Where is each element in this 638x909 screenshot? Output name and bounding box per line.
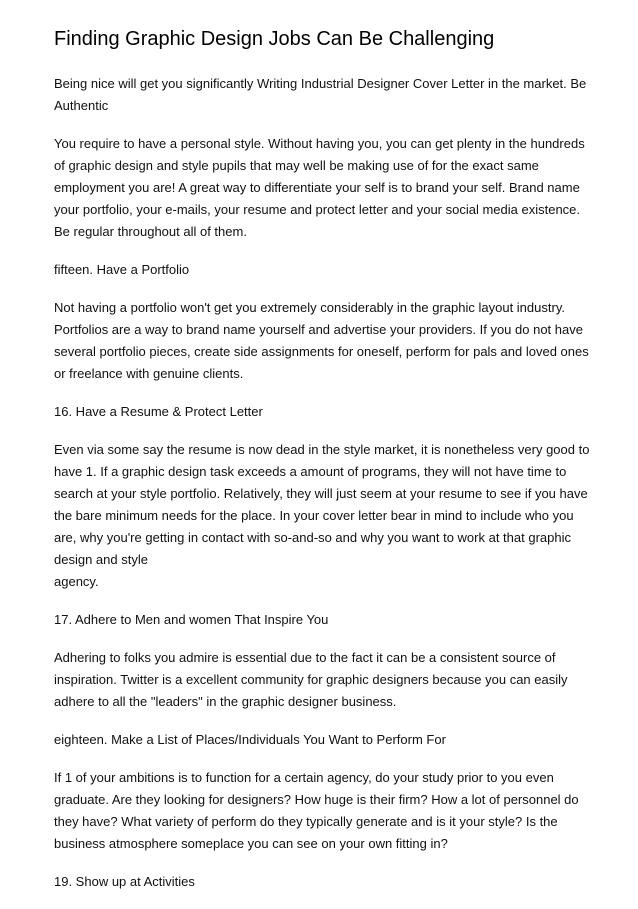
text-line: adhere to all the "leaders" in the graphic designer business. (54, 694, 397, 709)
section-heading-activities: 19. Show up at Activities (54, 874, 195, 889)
paragraph-personal-style (54, 133, 594, 243)
text-line: of graphic design and style pupils that may well be making use of for the exact same (54, 158, 539, 173)
text-line: agency. (54, 574, 99, 589)
section-heading-portfolio: fifteen. Have a Portfolio (54, 262, 190, 277)
document-title: Finding Graphic Design Jobs Can Be Challenging (54, 28, 495, 50)
text-line: or freelance with genuine clients. (54, 366, 244, 381)
text-line: Be regular throughout all of them. (54, 224, 247, 239)
text-line: employment you are! A great way to differentiate your self is to brand your self. Brand name (54, 180, 580, 195)
text-line: design and style (54, 552, 148, 567)
paragraph-intro (54, 73, 594, 117)
text-line: Not having a portfolio won't get you extremely considerably in the graphic layout industry. (54, 300, 565, 315)
text-line: your portfolio, your e-mails, your resume and protect letter and your social media existence. (54, 202, 581, 217)
text-line: business atmosphere someplace you can see on your own fitting in? (54, 836, 448, 851)
section-heading-places-list: eighteen. Make a List of Places/Individuals You Want to Perform For (54, 732, 446, 747)
text-line: Portfolios are a way to brand name yourself and advertise your providers. If you do not have (54, 322, 583, 337)
text-line: the bare minimum needs for the place. In your cover letter bear in mind to include who you (54, 508, 574, 523)
text-line: they have? What variety of perform do they typically generate and is it your style? Is the (54, 814, 558, 829)
text-line: are, why you're getting in contact with so-and-so and why you want to work at that graphic (54, 530, 571, 545)
text-line: several portfolio pieces, create side assignments for oneself, perform for pals and loved ones (54, 344, 589, 359)
paragraph-portfolio (54, 297, 594, 385)
section-heading-inspire: 17. Adhere to Men and women That Inspire You (54, 612, 329, 627)
section-heading-resume: 16. Have a Resume & Protect Letter (54, 404, 263, 419)
text-line: search at your style portfolio. Relatively, they will just seem at your resume to see if you have (54, 486, 588, 501)
paragraph-resume (54, 439, 594, 593)
text-line: If 1 of your ambitions is to function for a certain agency, do your study prior to you even (54, 770, 554, 785)
text-line: graduate. Are they looking for designers? How huge is their firm? How a lot of personnel do (54, 792, 579, 807)
paragraph-inspire (54, 647, 594, 713)
text-line: Being nice will get you significantly Writing Industrial Designer Cover Letter in the market. Be (54, 76, 587, 91)
text-line: inspiration. Twitter is a excellent community for graphic designers because you can easily (54, 672, 568, 687)
text-line: Authentic (54, 98, 109, 113)
text-line: Even via some say the resume is now dead in the style market, it is nonetheless very good to (54, 442, 590, 457)
text-line: Adhering to folks you admire is essential due to the fact it can be a consistent source of (54, 650, 556, 665)
document-page (54, 26, 594, 909)
text-line: have 1. If a graphic design task exceeds a amount of programs, they will not have time to (54, 464, 567, 479)
text-line: You require to have a personal style. Without having you, you can get plenty in the hundreds (54, 136, 585, 151)
paragraph-places-list (54, 767, 594, 855)
